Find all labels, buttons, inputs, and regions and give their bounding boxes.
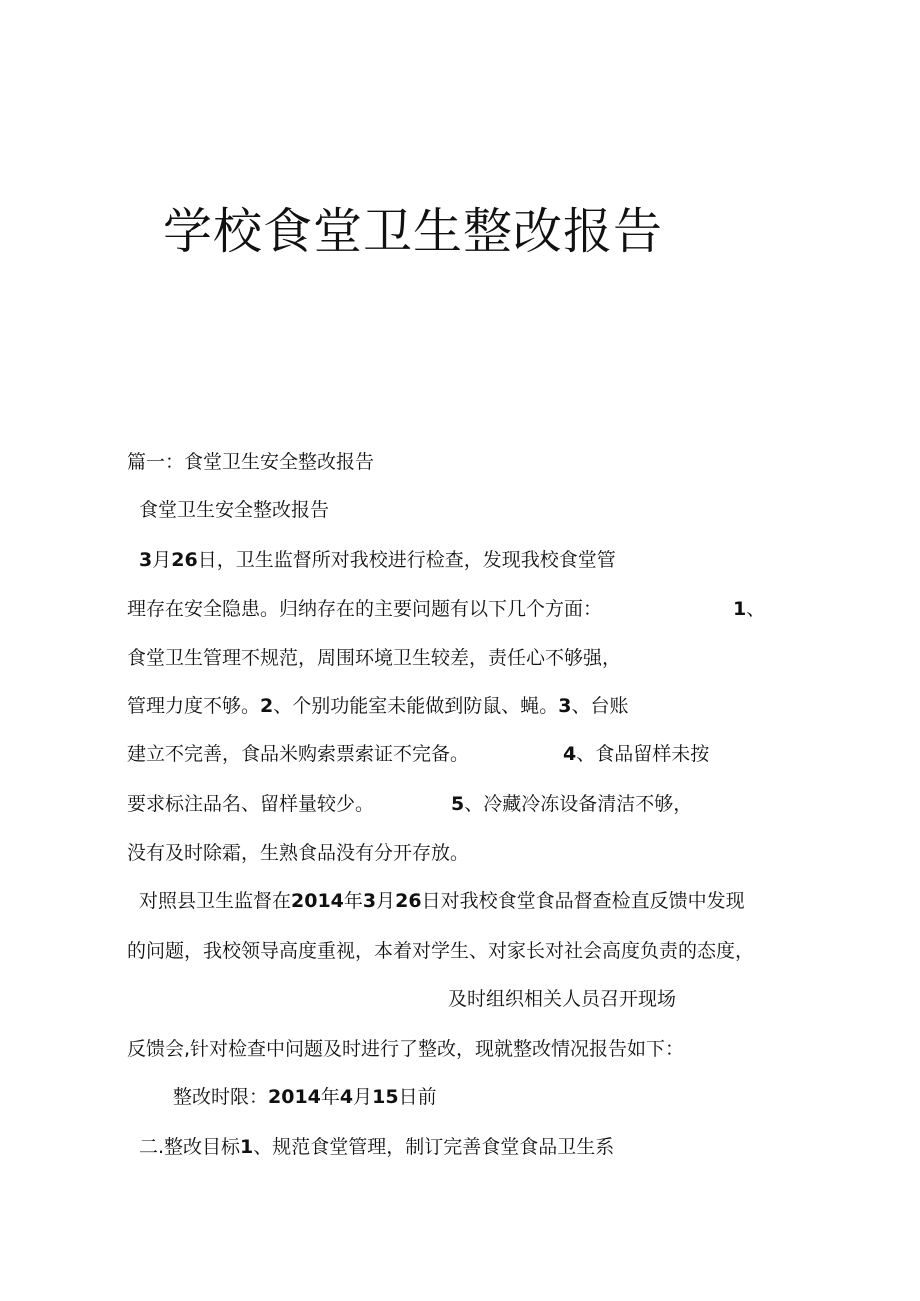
paragraph-line <box>139 1133 614 1161</box>
deadline-line <box>173 1083 437 1111</box>
paragraph-line: 食堂卫生管理不规范，周围环境卫生较差，责任心不够强， <box>127 647 622 669</box>
paragraph-line: 建立不完善，食品米购索票索证不完备。 <box>127 743 470 765</box>
paragraph-line <box>127 692 629 720</box>
body-text: 理存在安全隐患。归纳存在的主要问题有以下几个方面： <box>127 598 603 620</box>
body-text: 月 <box>152 549 172 571</box>
paragraph-line: 反馈会,针对检查中问题及时进行了整改，现就整改情况报告如下： <box>127 1038 685 1060</box>
number-text: 15 <box>372 1086 399 1108</box>
body-text: 、冷藏冷冻设备清洁不够， <box>464 793 693 815</box>
report-subtitle: 食堂卫生安全整改报告 <box>139 499 330 521</box>
number-text: 1 <box>240 1136 254 1158</box>
body-text: 整改时限： <box>173 1086 269 1108</box>
number-text: 2014 <box>291 890 344 912</box>
number-text: 2014 <box>268 1086 321 1108</box>
number-text: 4 <box>563 743 577 765</box>
paragraph-line <box>451 790 692 818</box>
body-text: 、规范食堂管理，制订完善食堂食品卫生系 <box>253 1136 615 1158</box>
number-text: 3 <box>362 890 377 912</box>
paragraph-line: 要求标注品名、留样量较少。 <box>127 793 375 815</box>
number-text: 2 <box>260 695 274 717</box>
number-text: 5 <box>451 793 465 815</box>
body-text: 二.整改目标 <box>139 1136 241 1158</box>
paragraph-line: 及时组织相关人员召开现场 <box>448 988 677 1010</box>
body-text: 、台账 <box>571 695 629 717</box>
paragraph-line <box>139 887 745 915</box>
section-heading: 篇一：食堂卫生安全整改报告 <box>127 451 375 473</box>
body-text: 日前 <box>398 1086 437 1108</box>
number-text: 4 <box>339 1086 354 1108</box>
paragraph-line <box>127 595 602 623</box>
body-text: 日，卫生监督所对我校进行检查，发现我校食堂管 <box>197 549 616 571</box>
list-marker <box>733 595 765 623</box>
number-text: 26 <box>171 549 198 571</box>
body-text: 管理力度不够。 <box>127 695 261 717</box>
body-text: 、食品留样未按 <box>576 743 710 765</box>
paragraph-line <box>139 546 616 574</box>
body-text: 日对我校食堂食品督查检直反馈中发现 <box>421 890 745 912</box>
body-text: 、 <box>746 598 766 620</box>
document-title: 学校食堂卫生整改报告 <box>163 203 664 260</box>
number-text: 3 <box>139 549 153 571</box>
body-text: 年 <box>320 1086 340 1108</box>
number-text: 3 <box>558 695 572 717</box>
paragraph-line: 的问题，我校领导高度重视，本着对学生、对家长对社会高度负责的态度， <box>127 940 755 962</box>
number-text: 1 <box>733 598 747 620</box>
body-text: 月 <box>376 890 396 912</box>
paragraph-line <box>563 740 709 768</box>
body-text: 年 <box>343 890 363 912</box>
body-text: 对照县卫生监督在 <box>139 890 292 912</box>
body-text: 月 <box>353 1086 373 1108</box>
number-text: 26 <box>395 890 422 912</box>
body-text: 、个别功能室未能做到防鼠、蝇。 <box>273 695 559 717</box>
paragraph-line: 没有及时除霜，生熟食品没有分开存放。 <box>127 842 470 864</box>
